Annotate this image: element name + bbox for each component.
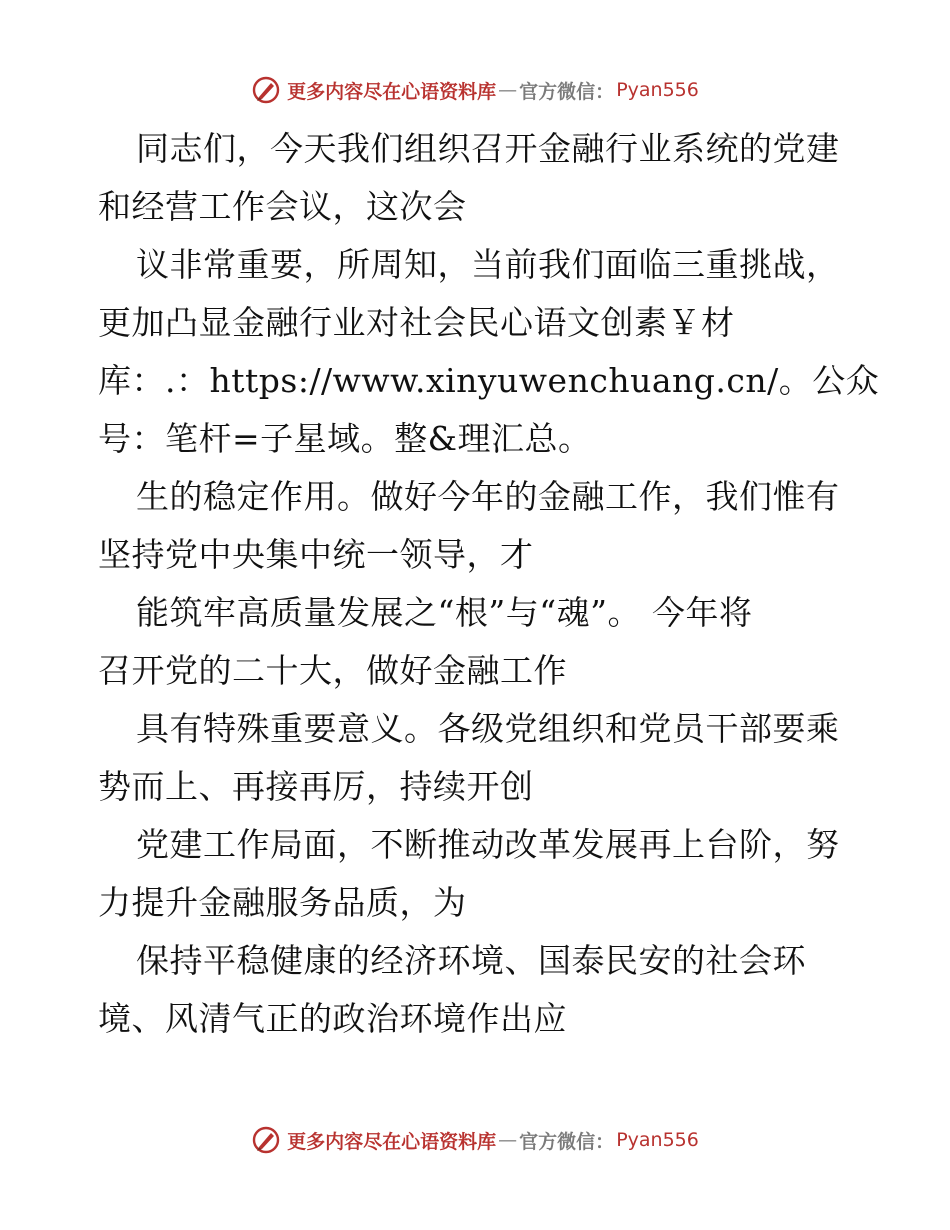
text-line: 能筑牢高质量发展之“根”与“魂”。 今年将 bbox=[136, 593, 753, 632]
watermark-main-text: 更多内容尽在心语资料库 bbox=[287, 1130, 497, 1153]
text-line: 召开党的二十大，做好金融工作 bbox=[98, 651, 567, 690]
text-line: 更加凸显金融行业对社会民心语文创素￥材 bbox=[98, 303, 735, 342]
text-line: 具有特殊重要意义。各级党组织和党员干部要乘 bbox=[136, 709, 840, 748]
watermark-label: 官方微信： bbox=[519, 1130, 615, 1153]
text-line: 党建工作局面，不断推动改革发展再上台阶，努 bbox=[136, 825, 840, 864]
text-line: 生的稳定作用。做好今年的金融工作，我们惟有 bbox=[136, 477, 840, 516]
pen-logo-icon bbox=[251, 1125, 281, 1155]
footer-watermark bbox=[0, 1120, 950, 1160]
text-line: 和经营工作会议，这次会 bbox=[98, 187, 467, 226]
text-line: 境、风清气正的政治环境作出应 bbox=[98, 999, 567, 1038]
pen-logo-icon bbox=[251, 75, 281, 105]
text-line: 同志们，今天我们组织召开金融行业系统的党建 bbox=[136, 129, 840, 168]
watermark-dash: — bbox=[498, 79, 518, 101]
watermark-main-text: 更多内容尽在心语资料库 bbox=[287, 80, 497, 103]
watermark-id: Pyan556 bbox=[616, 1129, 699, 1151]
text-line: 议非常重要，所周知，当前我们面临三重挑战， bbox=[136, 245, 840, 284]
text-line: 力提升金融服务品质，为 bbox=[98, 883, 467, 922]
watermark-id: Pyan556 bbox=[616, 79, 699, 101]
watermark-dash: — bbox=[498, 1129, 518, 1151]
header-watermark bbox=[0, 70, 950, 110]
document-body bbox=[98, 120, 880, 1048]
watermark-label: 官方微信： bbox=[519, 80, 615, 103]
text-line: 保持平稳健康的经济环境、国泰民安的社会环 bbox=[136, 941, 806, 980]
text-line: 库：.：https://www.xinyuwenchuang.cn/。公众 bbox=[98, 361, 880, 400]
text-line: 势而上、再接再厉，持续开创 bbox=[98, 767, 534, 806]
text-line: 坚持党中央集中统一领导，才 bbox=[98, 535, 534, 574]
text-line: 号：笔杆=子星域。整&理汇总。 bbox=[98, 419, 592, 458]
